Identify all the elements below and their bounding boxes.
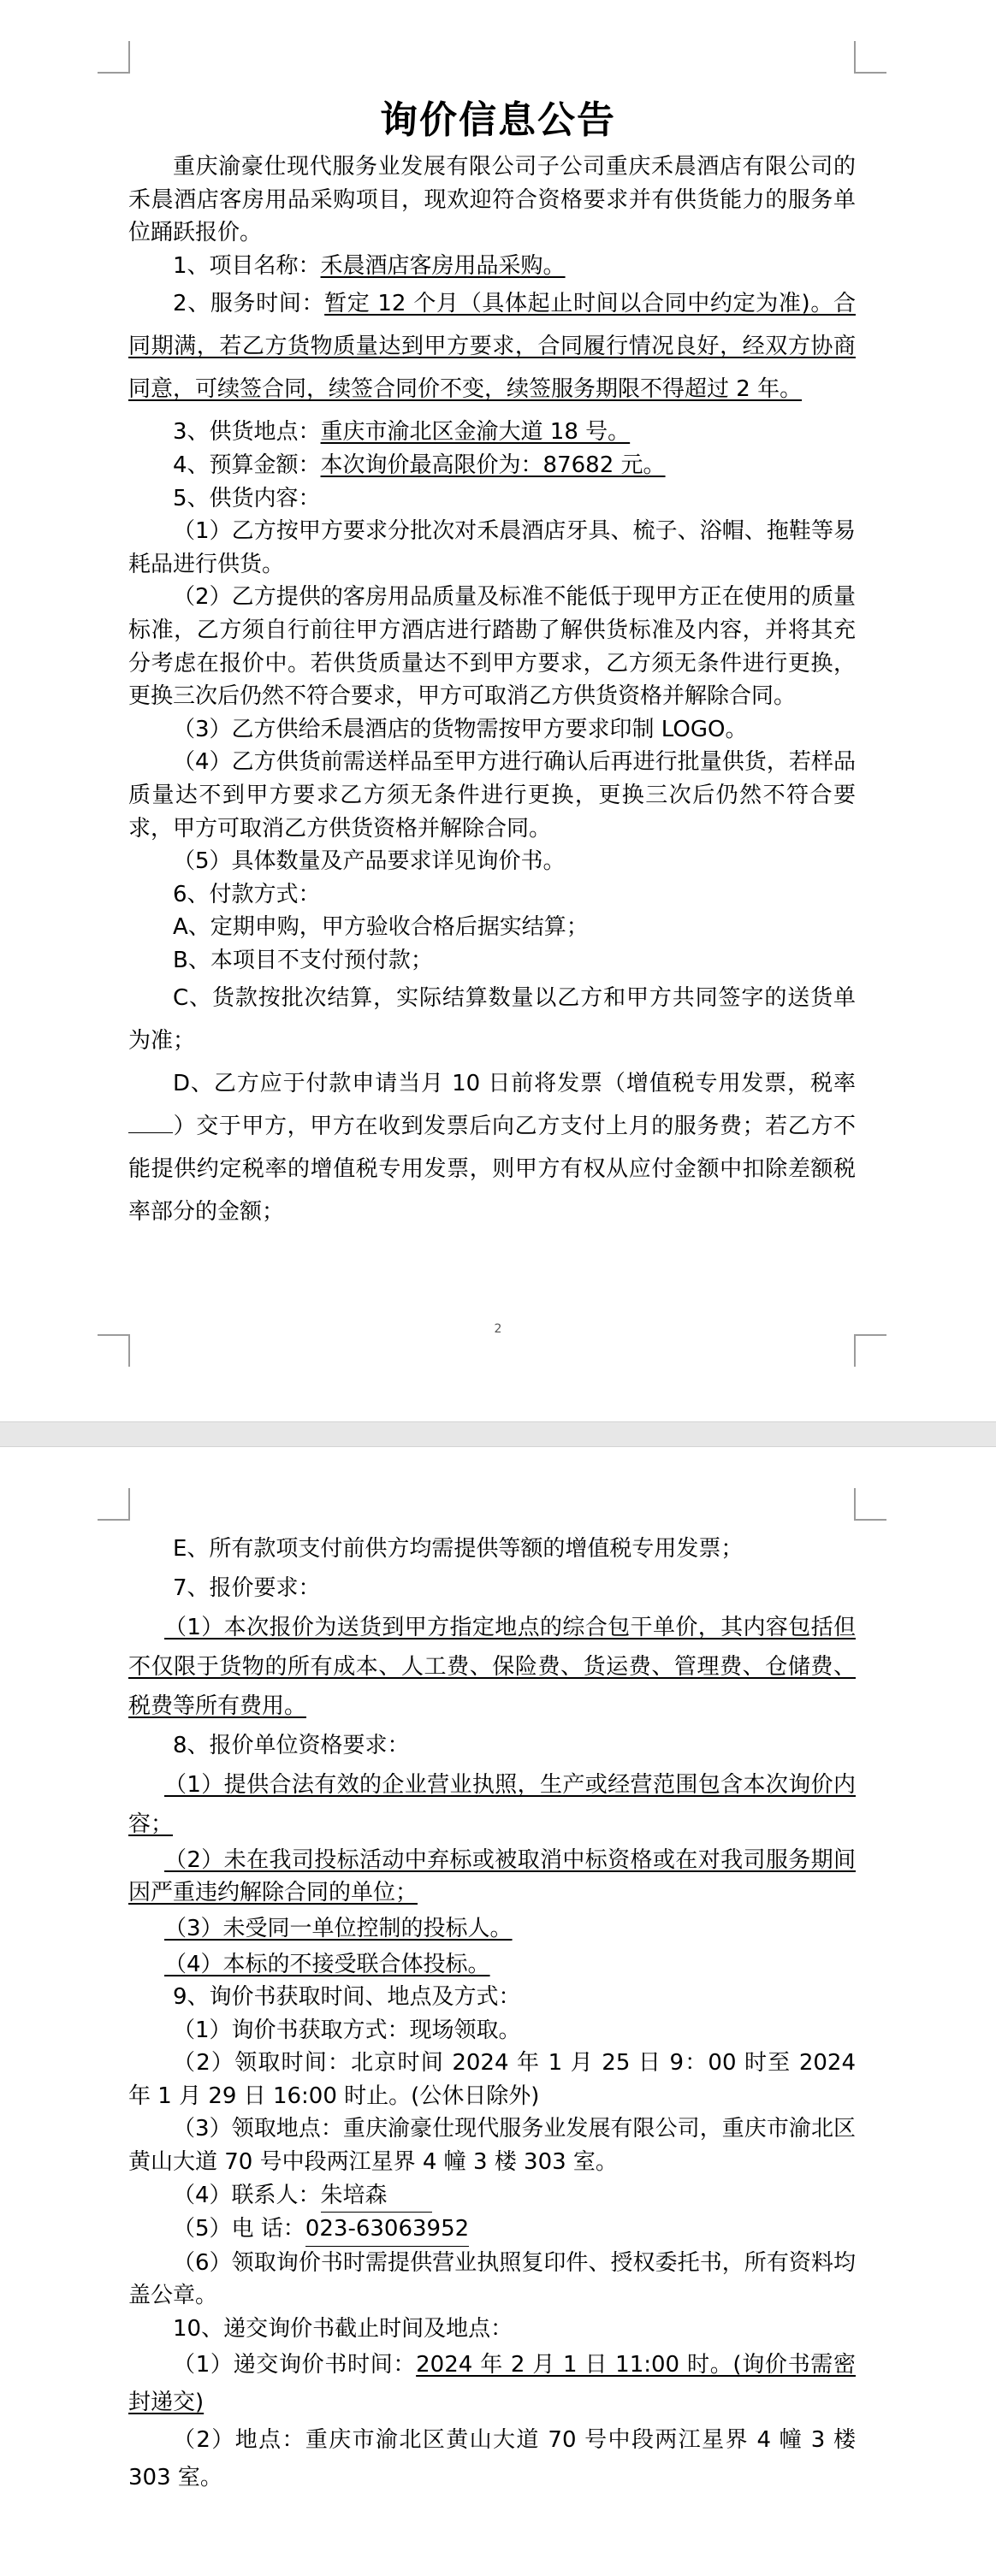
item-service-time: 2、服务时间：暂定 12 个月（具体起止时间以合同中约定为准)。合同期满，若乙方货物质量达到甲方要求，合同履行情况良好，经双方协商同意，可续签合同，续签合同价不变，续签服务期限不得超过 2 年。 [128, 291, 856, 403]
document-page-2 [0, 1447, 996, 2576]
qualification-2: （2）未在我司投标活动中弃标或被取消中标资格或在对我司服务期间因严重违约解除合同的单位； [128, 1847, 856, 1905]
page-corner-mark [854, 1488, 886, 1521]
submission-time: （1）递交询价书时间：2024 年 2 月 1 日 11:00 时。(询价书需密封递交) [128, 2351, 856, 2415]
supply-content-2: （2）乙方提供的客房用品质量及标准不能低于现甲方正在使用的质量标准，乙方须自行前往甲方酒店进行踏勘了解供货标准及内容，并将其充分考虑在报价中。若供货质量达不到甲方要求，乙方须无条件进行更换，更换三次后仍然不符合要求，甲方可取消乙方供货资格并解除合同。 [128, 584, 856, 710]
submission-location: （2）地点：重庆市渝北区黄山大道 70 号中段两江星界 4 幢 3 楼 303 室。 [128, 2426, 856, 2490]
qualification-1: （1）提供合法有效的企业营业执照，生产或经营范围包含本次询价内容； [128, 1772, 856, 1837]
payment-c: C、货款按批次结算，实际结算数量以乙方和甲方共同签字的送货单为准； [128, 985, 856, 1055]
obtain-location: （3）领取地点：重庆渝豪仕现代服务业发展有限公司，重庆市渝北区黄山大道 70 号中段两江星界 4 幢 3 楼 303 室。 [128, 2116, 856, 2175]
item-supply-location: 3、供货地点：重庆市渝北区金渝大道 18 号。 [173, 419, 631, 446]
page-corner-mark [854, 41, 886, 74]
document-body-page2 [128, 1529, 856, 2496]
payment-b: B、本项目不支付预付款； [173, 947, 433, 973]
document-body-page1 [128, 151, 856, 1233]
item-project-name: 1、项目名称：禾晨酒店客房用品采购。 [173, 252, 566, 279]
qualification-4: （4）本标的不接受联合体投标。 [164, 1952, 490, 1977]
obtain-time: （2）领取时间：北京时间 2024 年 1 月 25 日 9：00 时至 2024 年 1 月 29 日 16:00 时止。(公休日除外) [128, 2050, 856, 2109]
item-supply-content: 5、供货内容： [173, 485, 321, 511]
page-corner-mark [98, 41, 130, 74]
intro-paragraph: 重庆渝豪仕现代服务业发展有限公司子公司重庆禾晨酒店有限公司的禾晨酒店客房用品采购项目，现欢迎符合资格要求并有供货能力的服务单位踊跃报价。 [128, 154, 856, 246]
quote-requirement-1: （1）本次报价为送货到甲方指定地点的综合包干单价，其内容包括但不仅限于货物的所有成本、人工费、保险费、货运费、管理费、仓储费、税费等所有费用。 [128, 1615, 856, 1719]
qualification-3: （3）未受同一单位控制的投标人。 [164, 1916, 513, 1941]
supply-content-1: （1）乙方按甲方要求分批次对禾晨酒店牙具、梳子、浴帽、拖鞋等易耗品进行供货。 [128, 518, 856, 577]
item-qualification: 8、报价单位资格要求： [173, 1733, 410, 1758]
page-number: 2 [494, 1322, 502, 1336]
payment-e: E、所有款项支付前供方均需提供等额的增值税专用发票； [173, 1536, 744, 1562]
contact-phone: （5）电 话：023-63063952 [128, 2213, 856, 2247]
obtain-materials: （6）领取询价书时需提供营业执照复印件、授权委托书，所有资料均盖公章。 [128, 2249, 856, 2309]
supply-content-4: （4）乙方供货前需送样品至甲方进行确认后再进行批量供货，若样品质量达不到甲方要求乙方须无条件进行更换，更换三次后仍然不符合要求，甲方可取消乙方供货资格并解除合同。 [128, 749, 856, 842]
document-title: 询价信息公告 [380, 98, 616, 142]
item-obtain-inquiry: 9、询价书获取时间、地点及方式： [173, 1984, 521, 2010]
obtain-method: （1）询价书获取方式：现场领取。 [173, 2017, 521, 2043]
page-corner-mark [854, 1334, 886, 1367]
item-budget: 4、预算金额：本次询价最高限价为：87682 元。 [173, 452, 666, 478]
page-separator [0, 1421, 996, 1447]
item-submission: 10、递交询价书截止时间及地点： [173, 2315, 513, 2342]
tax-rate-blank [128, 1114, 173, 1133]
item-payment-method: 6、付款方式： [173, 881, 321, 907]
item-quote-requirements: 7、报价要求： [173, 1575, 321, 1601]
supply-content-5: （5）具体数量及产品要求详见询价书。 [173, 848, 566, 875]
payment-a: A、定期申购，甲方验收合格后据实结算； [173, 914, 589, 941]
supply-content-3: （3）乙方供给禾晨酒店的货物需按甲方要求印制 LOGO。 [173, 716, 748, 742]
page-corner-mark [98, 1488, 130, 1521]
contact-person: （4）联系人：朱培森 [128, 2179, 856, 2213]
page-corner-mark [98, 1334, 130, 1367]
payment-d: D、乙方应于付款申请当月 10 日前将发票（增值税专用发票，税率）交于甲方，甲方在收到发票后向乙方支付上月的服务费；若乙方不能提供约定税率的增值税专用发票，则甲方有权从应付金额中扣除差额税率部分的金额； [128, 1071, 856, 1226]
